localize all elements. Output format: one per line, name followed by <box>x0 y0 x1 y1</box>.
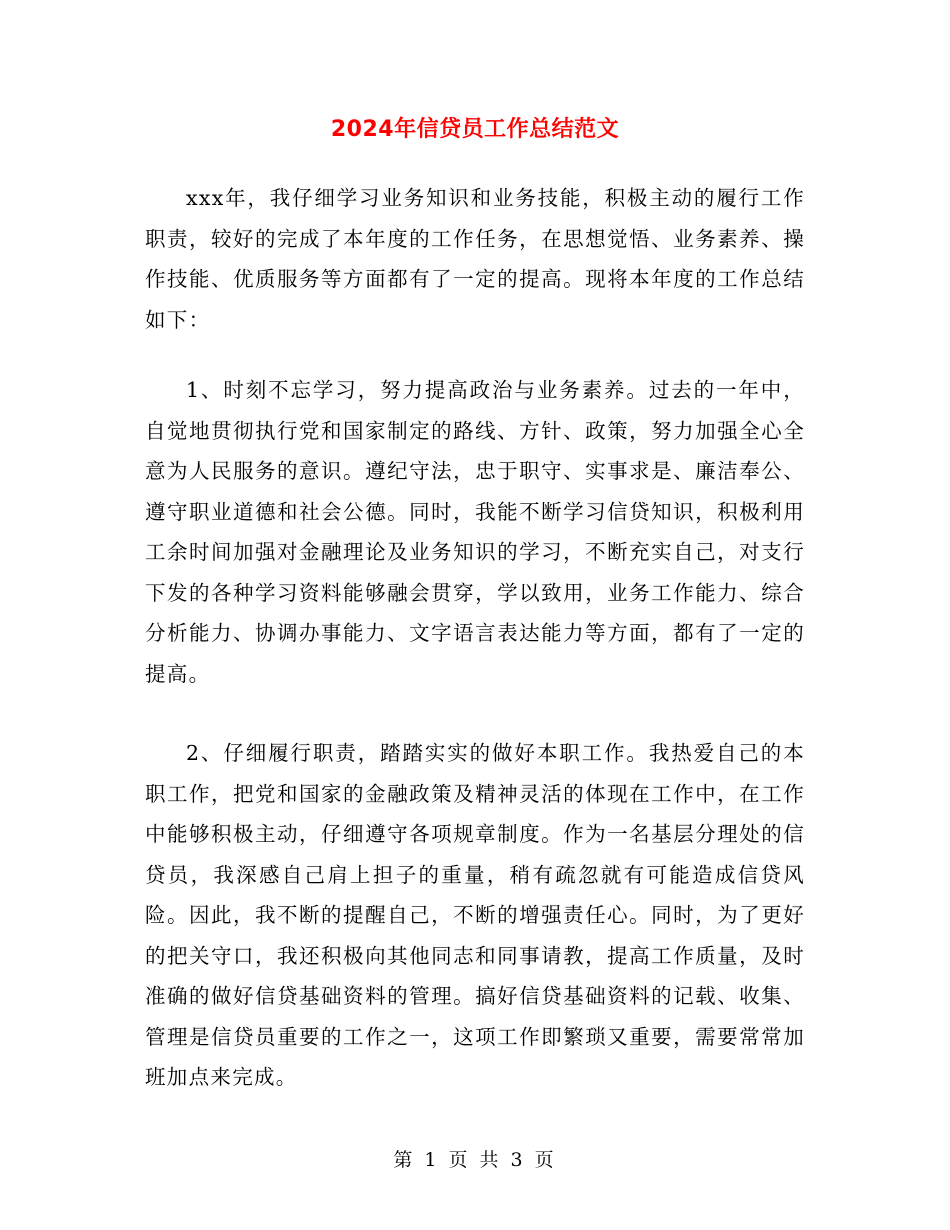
document-title: 2024年信贷员工作总结范文 <box>330 117 620 142</box>
page-footer: 第 1 页 共 3 页 <box>393 1149 557 1171</box>
paragraph-intro: xxx年，我仔细学习业务知识和业务技能，积极主动的履行工作职责，较好的完成了本年度的工作任务，在思想觉悟、业务素养、操作技能、优质服务等方面都有了一定的提高。现将本年度的工作总结如下： <box>145 186 805 332</box>
paragraph-duties: 2、仔细履行职责，踏踏实实的做好本职工作。我热爱自己的本职工作，把党和国家的金融政策及精神灵活的体现在工作中，在工作中能够积极主动，仔细遵守各项规章制度。作为一名基层分理处的信贷员，我深感自己肩上担子的重量，稍有疏忽就有可能造成信贷风险。因此，我不断的提醒自己，不断的增强责任心。同时，为了更好的把关守口，我还积极向其他同志和同事请教，提高工作质量，及时准确的做好信贷基础资料的管理。搞好信贷基础资料的记载、收集、管理是信贷员重要的工作之一，这项工作即繁琐又重要，需要常常加班加点来完成。 <box>145 741 805 1089</box>
paragraph-study: 1、时刻不忘学习，努力提高政治与业务素养。过去的一年中，自觉地贯彻执行党和国家制定的路线、方针、政策，努力加强全心全意为人民服务的意识。遵纪守法，忠于职守、实事求是、廉洁奉公、遵守职业道德和社会公德。同时，我能不断学习信贷知识，积极利用工余时间加强对金融理论及业务知识的学习，不断充实自己，对支行下发的各种学习资料能够融会贯穿，学以致用，业务工作能力、综合分析能力、协调办事能力、文字语言表达能力等方面，都有了一定的提高。 <box>145 378 805 686</box>
